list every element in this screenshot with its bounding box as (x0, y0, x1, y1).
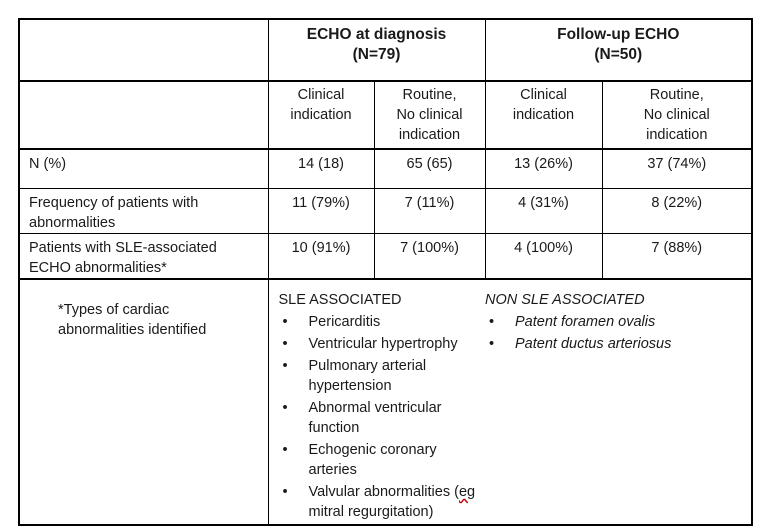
table-cell: 4 (100%) (485, 234, 602, 280)
header-line: No clinical (643, 107, 710, 123)
bullet-icon: • (489, 314, 495, 330)
bullet-icon: • (282, 400, 288, 416)
list-item-text: Patent ductus arteriosus (515, 336, 672, 352)
blank-header-cell (19, 19, 268, 81)
table-cell: 7 (11%) (374, 189, 485, 234)
list-item (279, 482, 486, 522)
header-row (19, 19, 752, 81)
list-item-text (309, 482, 486, 502)
list-item-text: Ventricular hypertrophy (308, 336, 458, 352)
non-sle-associated-cell (485, 279, 752, 525)
diagnosis-n: (N=79) (352, 46, 401, 63)
header-line: indication (398, 127, 461, 143)
non-sle-associated-title: NON SLE ASSOCIATED (485, 292, 645, 308)
table-cell: 11 (79%) (268, 189, 374, 234)
bullet-icon: • (282, 336, 288, 352)
sle-associated-cell (268, 279, 485, 525)
table-cell: 4 (31%) (485, 189, 602, 234)
footnote-line: *Types of cardiac (58, 302, 170, 318)
diagnosis-header (268, 19, 485, 81)
followup-title: Follow-up ECHO (557, 26, 680, 43)
list-item-text: hypertension (308, 378, 392, 394)
list-item (485, 334, 751, 354)
list-item (279, 398, 486, 438)
list-item-text: Abnormal ventricular (308, 400, 442, 416)
header-line: indication (512, 107, 575, 123)
table-row (19, 189, 752, 234)
row-label-line: N (%) (29, 156, 67, 172)
header-line: No clinical (396, 107, 463, 123)
sle-associated-list (279, 312, 486, 522)
footnote-line: abnormalities identified (58, 322, 207, 338)
fu-routine-header (602, 81, 752, 149)
spellcheck-word: eg (458, 484, 476, 500)
bullet-icon: • (282, 484, 288, 500)
non-sle-associated-list (485, 312, 751, 354)
bullet-icon: • (282, 442, 288, 458)
table-cell: 37 (74%) (602, 149, 752, 189)
row-label-line: Patients with SLE-associated (29, 240, 217, 256)
list-item-text-part: Valvular abnormalities ( (308, 484, 459, 500)
row-label-line: ECHO abnormalities* (29, 260, 167, 276)
abnormalities-row (19, 279, 752, 525)
echo-table-container (18, 18, 751, 526)
list-item (279, 440, 486, 480)
list-item-text: Patent foramen ovalis (515, 314, 656, 330)
table-row (19, 234, 752, 280)
sle-associated-title: SLE ASSOCIATED (278, 292, 402, 308)
list-item-text: Pericarditis (308, 314, 381, 330)
table-cell: 8 (22%) (602, 189, 752, 234)
header-line: indication (646, 127, 708, 143)
followup-n: (N=50) (594, 46, 643, 63)
row-label (19, 149, 268, 189)
header-line: indication (290, 107, 352, 123)
header-line: Clinical (520, 87, 567, 103)
list-item (485, 312, 751, 332)
bullet-icon: • (489, 336, 495, 352)
row-label (19, 234, 268, 280)
list-item (279, 356, 486, 396)
list-item-text: function (308, 420, 360, 436)
table-cell: 7 (100%) (374, 234, 485, 280)
bullet-icon: • (282, 358, 288, 374)
table-cell: 10 (91%) (268, 234, 374, 280)
row-label (19, 189, 268, 234)
list-item-text: Echogenic coronary arteries (308, 442, 437, 478)
blank-subheader-cell (19, 81, 268, 149)
table-row (19, 149, 752, 189)
diag-routine-header (374, 81, 485, 149)
list-item-text: Pulmonary arterial (308, 358, 427, 374)
table-cell: 13 (26%) (485, 149, 602, 189)
list-item (279, 334, 486, 354)
followup-header (485, 19, 752, 81)
header-line: Clinical (297, 87, 345, 103)
table-cell: 65 (65) (374, 149, 485, 189)
header-line: Routine, (649, 87, 704, 103)
row-label-line: Frequency of patients with (29, 195, 199, 211)
diag-clinical-header (268, 81, 374, 149)
echo-findings-table (18, 18, 753, 526)
list-item-text: mitral regurgitation) (308, 504, 434, 520)
table-cell: 7 (88%) (602, 234, 752, 280)
footnote-cell (19, 279, 268, 525)
bullet-icon: • (282, 314, 288, 330)
header-line: Routine, (402, 87, 457, 103)
row-label-line: abnormalities (29, 215, 116, 231)
list-item (279, 312, 486, 332)
fu-clinical-header (485, 81, 602, 149)
table-cell: 14 (18) (268, 149, 374, 189)
subheader-row (19, 81, 752, 149)
diagnosis-title: ECHO at diagnosis (306, 26, 447, 43)
